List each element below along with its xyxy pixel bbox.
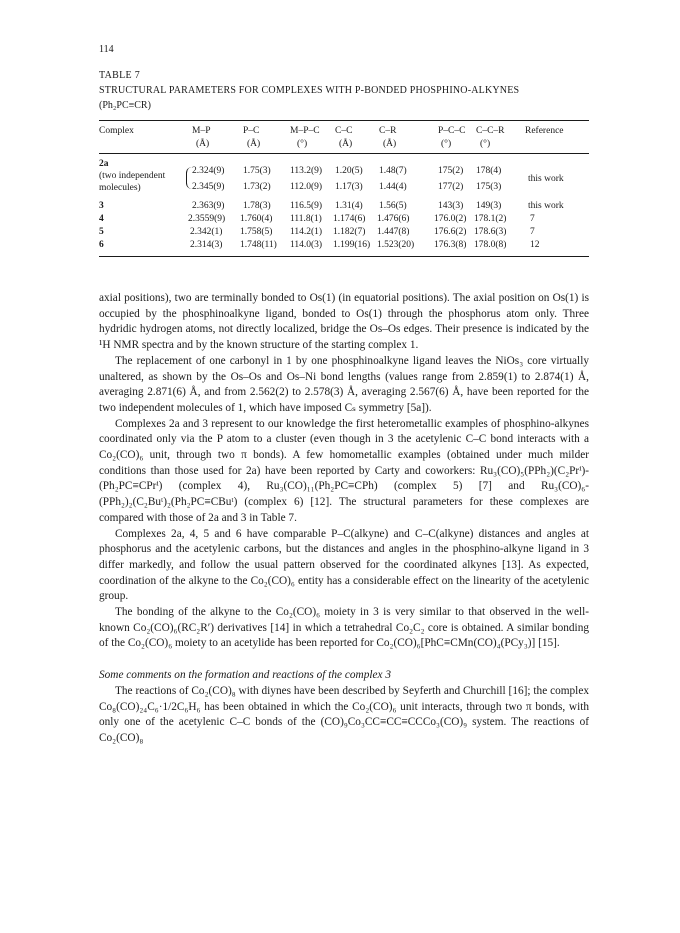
row-2a-l2-ccr: 175(3) xyxy=(476,182,502,192)
table-header-pc: P–C xyxy=(243,126,260,136)
row-6-ccr: 178.0(8) xyxy=(474,240,507,250)
table-header-complex: Complex xyxy=(99,126,134,136)
row-2a-l1-ccr: 178(4) xyxy=(476,166,502,176)
row-2a-l1-pcc: 175(2) xyxy=(438,166,464,176)
row-2a-l2-cc: 1.17(3) xyxy=(335,182,363,192)
row-5-pc: 1.758(5) xyxy=(240,227,273,237)
row-2a-l1-cr: 1.48(7) xyxy=(379,166,407,176)
row-5-mp: 2.342(1) xyxy=(190,227,223,237)
row-2a-l2-pcc: 177(2) xyxy=(438,182,464,192)
table-header-ccr: C–C–R xyxy=(476,126,505,136)
row-6-mp: 2.314(3) xyxy=(190,240,223,250)
table-title: STRUCTURAL PARAMETERS FOR COMPLEXES WITH P-BONDED PHOSPHINO-ALKYNES xyxy=(99,85,520,96)
table-top-rule xyxy=(99,120,589,121)
row-4-mp: 2.3559(9) xyxy=(188,214,226,224)
row-2a-l2-mp: 2.345(9) xyxy=(192,182,225,192)
row-6-cr: 1.523(20) xyxy=(377,240,415,250)
page-number: 114 xyxy=(99,44,114,55)
body-text xyxy=(99,291,589,747)
row-2a-l1-pc: 1.75(3) xyxy=(243,166,271,176)
row-6-pcc: 176.3(8) xyxy=(434,240,467,250)
row-4-ccr: 178.1(2) xyxy=(474,214,507,224)
table-unit-pc: (Å) xyxy=(247,139,261,149)
table-header-cc: C–C xyxy=(335,126,353,136)
row-2a-l1-mpc: 113.2(9) xyxy=(290,166,323,176)
row-5-cc: 1.182(7) xyxy=(333,227,366,237)
row-6-label: 6 xyxy=(99,240,104,250)
row-5-cr: 1.447(8) xyxy=(377,227,410,237)
section-title: Some comments on the formation and reactions of the complex 3 xyxy=(99,669,391,682)
row-3-label: 3 xyxy=(99,201,104,211)
row-5-reference: 7 xyxy=(530,227,535,237)
table-caption xyxy=(99,68,589,113)
table-unit-mpc: (°) xyxy=(297,139,308,149)
row-4-mpc: 111.8(1) xyxy=(290,214,322,224)
row-5-pcc: 176.6(2) xyxy=(434,227,467,237)
table-unit-ccr: (°) xyxy=(480,139,491,149)
paragraph: The reactions of Co₂(CO)₈ with diynes have been described by Seyferth and Churchill [16]; the complex Co₈(CO)₂₄C₆·1/2C₆H₆ has been obtained in which the Co₂(CO)₆ unit interacts, through two π bonds, with only one of the acetylenic C–C bonds of the (CO)₉Co₃CC≡CC≡CCCo₃(CO)₉ system. The reactions of Co₂(CO)₈ xyxy=(99,684,589,744)
row-3-cc: 1.31(4) xyxy=(335,201,363,211)
table-header-mpc: M–P–C xyxy=(290,126,320,136)
row-5-label: 5 xyxy=(99,227,104,237)
paragraph: The bonding of the alkyne to the Co₂(CO)₆ moiety in 3 is very similar to that observed in the well-known Co₂(CO)₆(RC₂R′) derivatives [14] in which a tetrahedral Co₂C₂ core is obtained. A similar bonding of the Co₂(CO)₆ moiety to an acetylide has been reported for Co₂(CO)₆[PhC≡CMn(CO)₄(PCy₃)] [15]. xyxy=(99,606,589,650)
table-unit-pcc: (°) xyxy=(441,139,452,149)
table-bottom-rule xyxy=(99,256,589,257)
table-number: TABLE 7 xyxy=(99,70,141,81)
paragraph: axial positions), two are terminally bonded to Os(1) (in equatorial positions). The axial position on Os(1) is occupied by the phosphinoalkyne ligand, bonded to Os(1) through the phosphorus atom only. Three hydridic hydrogen atoms, not directly localized, bridge the Os–Os edges. Their presence is indicated by the ¹H NMR spectra and by the known structure of the starting complex 1. xyxy=(99,292,589,352)
table-header-cr: C–R xyxy=(379,126,397,136)
row-5-mpc: 114.2(1) xyxy=(290,227,323,237)
row-4-pcc: 176.0(2) xyxy=(434,214,467,224)
row-6-reference: 12 xyxy=(530,240,540,250)
row-3-ccr: 149(3) xyxy=(476,201,502,211)
row-2a-l2-pc: 1.73(2) xyxy=(243,182,271,192)
row-3-pc: 1.78(3) xyxy=(243,201,271,211)
row-6-cc: 1.199(16) xyxy=(333,240,371,250)
row-6-mpc: 114.0(3) xyxy=(290,240,323,250)
row-2a-l2-mpc: 112.0(9) xyxy=(290,182,323,192)
row-3-mpc: 116.5(9) xyxy=(290,201,323,211)
row-3-cr: 1.56(5) xyxy=(379,201,407,211)
row-2a-l2-cr: 1.44(4) xyxy=(379,182,407,192)
row-3-mp: 2.363(9) xyxy=(192,201,225,211)
row-4-cr: 1.476(6) xyxy=(377,214,410,224)
table-unit-cr: (Å) xyxy=(383,139,397,149)
paragraph: Complexes 2a and 3 represent to our knowledge the first heterometallic examples of phosphino-alkynes coordinated only via the P atom to a cluster (even though in 3 the acetylenic C–C bond interacts with a Co₂(CO)₆ unit, through two π bonds). A few homometallic examples (obtained under much milder conditions than those used for 2a) have been reported by Carty and coworkers: Ru₃(CO)₅(PPh₂)(C₂Prⁱ)-(Ph₂PC≡CPrⁱ) (complex 4), Ru₃(CO)₁₁(Ph₂PC≡CPh) (complex 5) [7] and Ru₃(CO)₆-(PPh₂)₂(C₂Buᵗ)₂(Ph₂PC≡CBuᵗ) (complex 6) [12]. The structural parameters for these complexes are compared with those of 2a and 3 in Table 7. xyxy=(99,417,589,524)
row-3-reference: this work xyxy=(528,201,564,211)
row-2a-reference: this work xyxy=(528,174,564,184)
paragraph: The replacement of one carbonyl in 1 by one phosphinoalkyne ligand leaves the NiOs₃ core virtually unaltered, as shown by the Os–Os and Os–Ni bond lengths (values range from 2.859(1) to 2.874(1) Å, averaging 2.871(6) Å, and from 2.562(2) to 2.578(3) Å, averaging 2.567(6) Å, have been reported for the two independent molecules of 1, which have imposed Cₛ symmetry [5a]). xyxy=(99,354,589,414)
table-unit-mp: (Å) xyxy=(196,139,210,149)
table-header-reference: Reference xyxy=(525,126,564,136)
table-subtitle: (Ph₂PC≡CR) xyxy=(99,100,151,111)
row-2a-l1-mp: 2.324(9) xyxy=(192,166,225,176)
row-2a-label: 2a xyxy=(99,159,109,169)
table-header-pcc: P–C–C xyxy=(438,126,466,136)
row-4-reference: 7 xyxy=(530,214,535,224)
table-unit-cc: (Å) xyxy=(339,139,353,149)
row-2a-l1-cc: 1.20(5) xyxy=(335,166,363,176)
table-header-rule xyxy=(99,153,589,154)
row-4-label: 4 xyxy=(99,214,104,224)
row-4-pc: 1.760(4) xyxy=(240,214,273,224)
table-header-mp: M–P xyxy=(192,126,211,136)
row-2a-note1: (two independent xyxy=(99,171,166,181)
row-3-pcc: 143(3) xyxy=(438,201,464,211)
row-4-cc: 1.174(6) xyxy=(333,214,366,224)
paragraph: Complexes 2a, 4, 5 and 6 have comparable P–C(alkyne) and C–C(alkyne) distances and angles at phosphorus and the acetylenic carbons, but the distances and angles in the phosphino-alkyne ligand in 3 differ markedly, and follow the usual pattern observed for the coordinated alkynes [13]. As expected, coordination of the alkyne to the Co₂(CO)₆ entity has a considerable effect on the linearity of the acetylenic group. xyxy=(99,527,589,603)
row-6-pc: 1.748(11) xyxy=(240,240,277,250)
row-2a-note2: molecules) xyxy=(99,183,141,193)
row-5-ccr: 178.6(3) xyxy=(474,227,507,237)
